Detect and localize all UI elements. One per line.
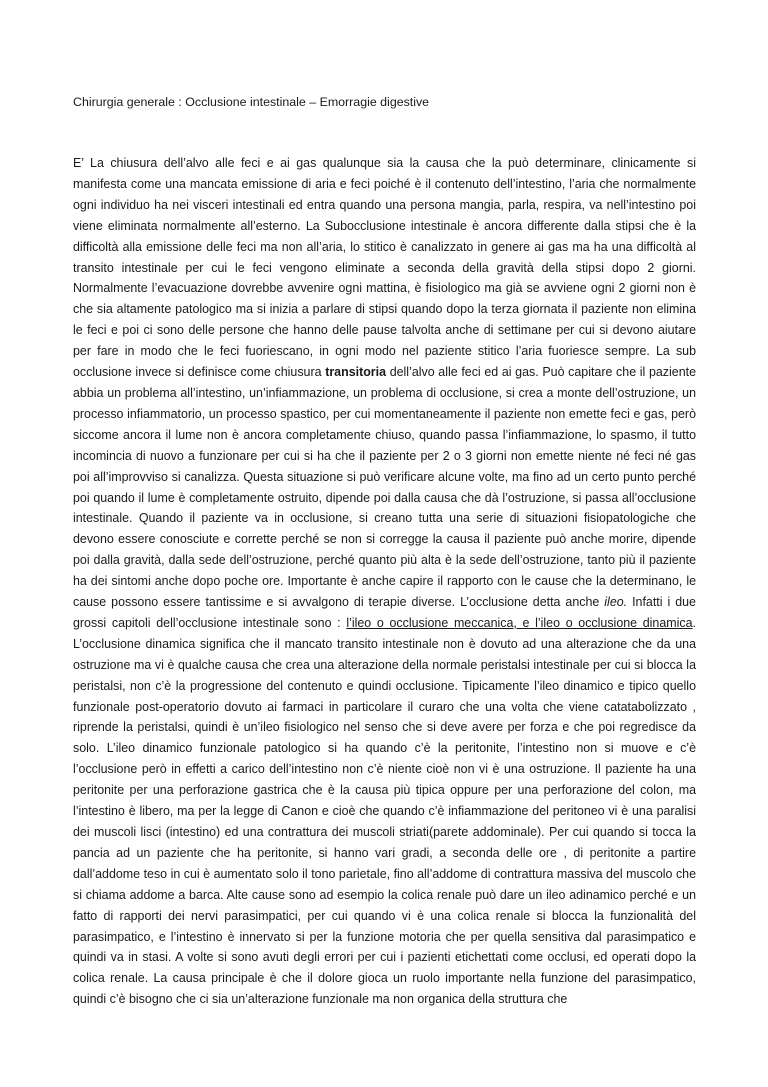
text-segment-3: Infatti i due grossi capitoli dell’occlusione intestinale sono : [73, 595, 696, 630]
italic-term-ileo: ileo. [604, 595, 628, 610]
document-title: Chirurgia generale : Occlusione intestinale – Emorragie digestive [73, 95, 430, 109]
underlined-occlusion-types: l’ileo o occlusione meccanica, e l’ileo o occlusione dinamica [346, 615, 693, 630]
body-text [73, 153, 696, 1010]
text-segment-1: E’ La chiusura dell’alvo alle feci e ai gas qualunque sia la causa che la può determinare, clinicamente si manifesta come una mancata emissione di aria e feci poiché è il contenuto dell’intestino, l’aria che normalmente ogni individuo ha nei visceri intestinali ed entra quando una persona mangia, parla, respira, va nell’intestino poi viene eliminata normalmente all’esterno. La Subocclusione intestinale è ancora differente dalla stipsi che è la difficoltà alla emissione delle feci ma non all’aria, lo stitico è canalizzato in genere ai gas ma ha una difficoltà al transito intestinale per cui le feci vengono eliminate a seconda della gravità della stipsi dopo 2 giorni. Normalmente l’evacuazione dovrebbe avvenire ogni mattina, è fisiologico ma già se avviene ogni 2 giorni non è che sia altamente patologico ma si inizia a parlare di stipsi quando dopo la terza giornata il paziente non elimina le feci e poi ci sono delle persone che hanno delle pause talvolta anche di settimane per cui si devono aiutare per fare in modo che le feci fuoriescano, in ogni modo nel paziente stitico l’aria fuoriesce sempre. La sub occlusione invece si definisce come chiusura [73, 156, 696, 380]
text-segment-4: . L’occlusione dinamica significa che il mancato transito intestinale non è dovuto ad una alterazione che da una ostruzione ma vi è qualche causa che crea una alterazione della normale peristalsi intestinale per cui si blocca la peristalsi, non c’è la progressione del contenuto e quindi occlusione. Tipicamente l’ileo dinamico e tipico quello funzionale post-operatorio dovuto ai farmaci in particolare il curaro che una volta che viene catatabolizzato , riprende la peristalsi, quindi è un’ileo fisiologico nel senso che si deve avere per forza e che poi regredisce da solo. L’ileo dinamico funzionale patologico si ha quando c’è la peritonite, l’intestino non si muove e c’è l’occlusione però in effetti a carico dell’intestino non c’è niente cioè non vi è una ostruzione. Il paziente ha una peritonite per una perforazione gastrica che è la causa più tipica oppure per una perforazione del colon, ma l’intestino è libero, ma per la legge di Canon e cioè che quando c’è infiammazione del peritoneo vi è una paralisi dei muscoli lisci (intestino) ed una contrattura dei muscoli striati(parete addominale). Per cui quando si tocca la pancia ad un paziente che ha peritonite, si hanno vari gradi, a seconda delle ore , di peritonite a partire dall’addome teso in cui è aumentato solo il tono parietale, fino all’addome di contrattura massiva del muscolo che si chiama addome a barca. Alte cause sono ad esempio la colica renale può dare un ileo adinamico perché e un fatto di rapporti dei nervi parasimpatici, per cui quando vi è una colica renale si blocca la funzionalità del parasimpatico, e l’intestino è innervato si per la funzione motoria che per quella sensitiva dal parasimpatico e quindi va in stasi. A volte si sono avuti degli errori per cui i pazienti etichettati come occlusi, ed operati dopo la colica renale. La causa principale è che il dolore gioca un ruolo importante nella funzione del parasimpatico, quindi c’è bisogno che ci sia un’alterazione funzionale ma non organica della struttura che [73, 615, 696, 1007]
body-paragraph [73, 153, 696, 1010]
text-segment-2: dell’alvo alle feci ed ai gas. Può capitare che il paziente abbia un problema all’intestino, un’infiammazione, un problema di occlusione, si crea a monte dell’ostruzione, un processo infiammatorio, un processo spastico, per cui momentaneamente il paziente non emette feci e gas, però siccome ancora il lume non è ancora completamente chiuso, quando passa l’infiammazione, lo spasmo, il tutto incomincia di nuovo a funzionare per cui si ha che il paziente per 2 o 3 giorni non emette niente né feci né gas poi all’improvviso si canalizza. Questa situazione si può verificare alcune volte, ma fino ad un certo punto perché poi quando il lume è completamente ostruito, dipende poi dalla causa che dà l’ostruzione, si passa all’occlusione intestinale. Quando il paziente va in occlusione, si creano tutta una serie di situazioni fisiopatologiche che devono essere conosciute e corrette perché se non si corregge la causa il paziente può anche morire, dipende poi dalla gravità, dalla sede dell’ostruzione, perché quanto più alta è la sede dell’ostruzione, tanto più il paziente ha dei sintomi anche dopo poche ore. Importante è anche capire il rapporto con le cause che la determinano, le cause possono essere tantissime e si avvalgono di terapie diverse. L’occlusione detta anche [73, 365, 696, 610]
bold-term-transitoria: transitoria [325, 365, 387, 380]
